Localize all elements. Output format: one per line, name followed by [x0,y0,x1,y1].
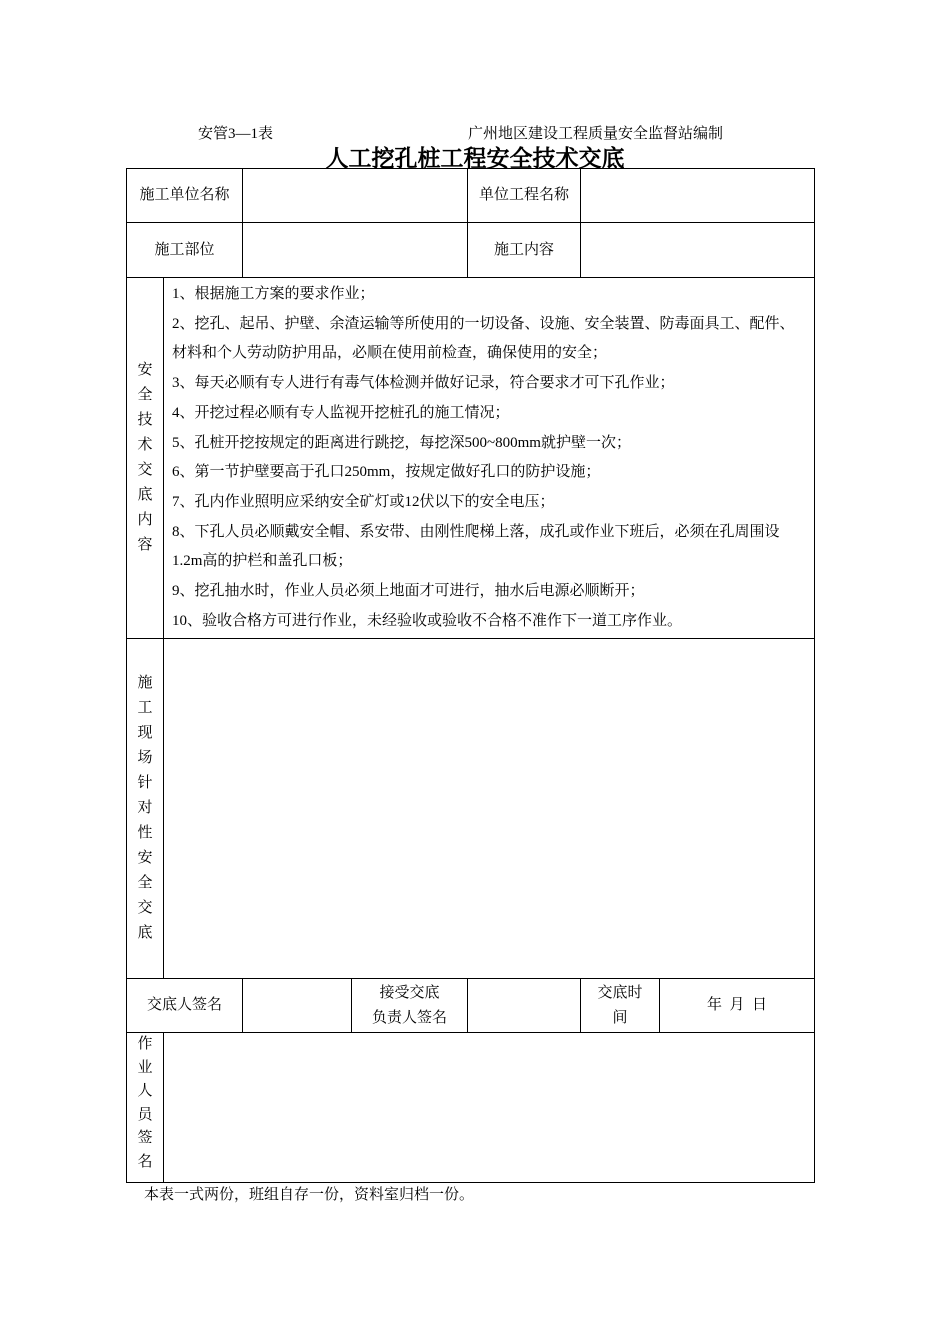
construction-content-label [467,222,581,278]
safety-item: 2、挖孔、起吊、护壁、余渣运输等所使用的一切设备、设施、安全装置、防毒面具工、配件、材料和个人劳动防护用品，必顺在使用前检查，确保使用的安全； [172,315,795,362]
form-code: 安管3—1表 [198,126,274,142]
safety-item: 1、根据施工方案的要求作业； [172,286,375,302]
safety-item: 6、第一节护壁要高于孔口250mm，按规定做好孔口的防护设施； [172,464,601,481]
safety-item: 4、开挖过程必顺有专人监视开挖桩孔的施工情况； [172,404,510,421]
workers-section-label [126,1032,164,1183]
construction-content-label-text: 施工内容 [493,241,554,258]
construction-part-label-text: 施工部位 [154,241,215,258]
receiver-label-line2: 负责人签名 [371,1009,447,1026]
site-section-label-text: 施工现场针对性安全交底 [137,675,153,941]
construction-unit-label-text: 施工单位名称 [139,187,230,203]
construction-content-field[interactable] [580,222,815,278]
presenter-signature-field[interactable] [242,978,352,1033]
project-name-label [467,168,581,223]
presenter-label-text: 交底人签名 [146,997,222,1013]
safety-item: 9、挖孔抽水时，作业人员必须上地面才可进行，抽水后电源必顺断开； [172,583,645,600]
receiver-signature-field[interactable] [467,978,581,1033]
document-title: 人工挖孔桩工程安全技术交底 [325,146,625,171]
issuer-text: 广州地区建设工程质量安全监督站编制 [468,126,724,142]
presenter-label [126,978,243,1033]
safety-items-list [163,277,815,639]
footer-note: 本表一式两份，班组自存一份，资料室归档一份。 [144,1187,475,1203]
receiver-label [351,978,468,1033]
time-label [580,978,660,1033]
workers-section-label-text: 作业人员签名 [137,1036,153,1170]
disclosure-form-table [126,168,815,1183]
workers-signature-field[interactable] [163,1032,815,1183]
time-label-line2: 间 [612,1009,628,1026]
date-field[interactable] [659,978,815,1033]
project-name-field[interactable] [580,168,815,223]
safety-section-label-text: 安全技术交底内容 [137,362,153,553]
site-section-label [126,638,164,979]
construction-unit-field[interactable] [242,168,468,223]
safety-item: 7、孔内作业照明应采纳安全矿灯或12伏以下的安全电压； [172,493,555,510]
safety-section-label [126,277,164,639]
construction-unit-label [126,168,243,223]
site-section-field[interactable] [163,638,815,979]
time-label-line1: 交底时 [597,984,643,1001]
safety-item: 5、孔桩开挖按规定的距离进行跳挖，每挖深500~800mm就护壁一次； [172,434,631,451]
date-template: 年 月 日 [706,997,767,1013]
safety-item: 10、验收合格方可进行作业，未经验收或验收不合格不准作下一道工序作业。 [172,612,683,629]
safety-item: 3、每天必顺有专人进行有毒气体检测并做好记录，符合要求才可下孔作业； [172,375,675,392]
project-name-label-text: 单位工程名称 [479,187,570,203]
construction-part-label [126,222,243,278]
safety-item: 8、下孔人员必顺戴安全帽、系安带、由刚性爬梯上落，成孔或作业下班后，必须在孔周围设1.2m高的护栏和盖孔口板； [172,523,780,570]
construction-part-field[interactable] [242,222,468,278]
receiver-label-line1: 接受交底 [379,984,440,1001]
